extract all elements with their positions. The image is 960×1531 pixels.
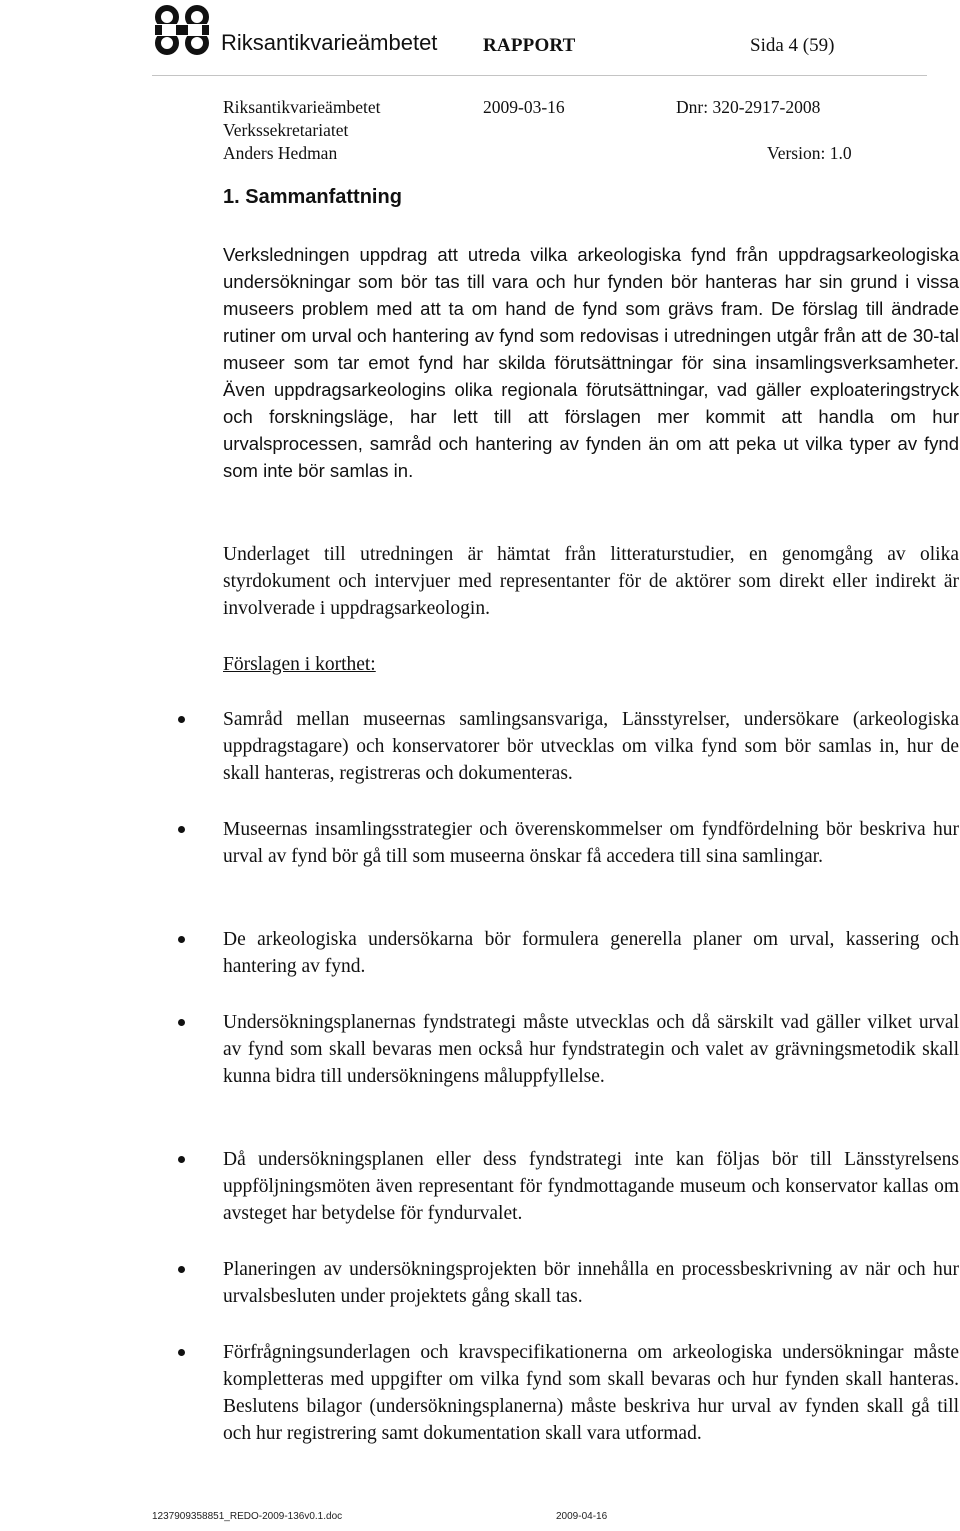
organization-name: Riksantikvarieämbetet — [221, 30, 438, 55]
list-item: Planeringen av undersökningsprojekten bör innehålla en processbeskrivning av när och hur urvalsbesluten under projektets gång skall tas. — [223, 1256, 959, 1310]
proposals-subheading: Förslagen i korthet: — [223, 654, 376, 675]
list-item: Förfrågningsunderlagen och kravspecifikationerna om arkeologiska undersökningar måste kompletteras med uppgifter om vilka fynd som skall bevaras och hur fynden skall hanteras. Beslutens bilagor (undersökningsplanerna) måste beskriva hur urval av fynden skall gå till och hur registrering samt dokumentation skall vara utformad. — [223, 1339, 959, 1447]
footer-date: 2009-04-16 — [556, 1511, 608, 1522]
list-item: Museernas insamlingsstrategier och överenskommelser om fyndfördelning bör beskriva hur urval av fynd bör gå till som museerna önskar få accedera till sina samlingar. — [223, 816, 959, 870]
meta-department: Verkssekretariatet — [223, 120, 349, 140]
meta-organization: Riksantikvarieämbetet — [223, 97, 381, 117]
meta-date: 2009-03-16 — [483, 97, 565, 117]
meta-author: Anders Hedman — [223, 143, 338, 163]
meta-dnr: Dnr: 320-2917-2008 — [676, 97, 821, 117]
meta-version: Version: 1.0 — [767, 143, 852, 163]
footer-filename: 1237909358851_REDO-2009-136v0.1.doc — [152, 1511, 343, 1522]
list-item: Undersökningsplanernas fyndstrategi måste utvecklas och då särskilt vad gäller vilket urval av fynd som skall bevaras men också hur fyndstrategin och valet av grävningsmetodik skall kunna bidra till undersökningens måluppfyllelse. — [223, 1009, 959, 1090]
list-item: Då undersökningsplanen eller dess fyndstrategi inte kan följas bör till Länsstyrelsens uppföljningsmöten även representant för fyndmottagande museum och konservator kallas om avsteget har betydelse för fyndurvalet. — [223, 1146, 959, 1227]
report-label: RAPPORT — [483, 35, 576, 56]
page-number: Sida 4 (59) — [750, 35, 835, 56]
list-item: Samråd mellan museernas samlingsansvariga, Länsstyrelser, undersökare (arkeologiska uppdragstagare) och konservatorer bör utvecklas om vilka fynd som bör samlas in, hur de skall hanteras, registreras och dokumenteras. — [223, 706, 959, 787]
list-item: De arkeologiska undersökarna bör formulera generella planer om urval, kassering och hantering av fynd. — [223, 926, 959, 980]
source-paragraph: Underlaget till utredningen är hämtat från litteraturstudier, en genomgång av olika styrdokument och intervjuer med representanter för de aktörer som direkt eller indirekt är involverade i uppdragsarkeologin. — [223, 544, 959, 619]
section-heading: 1. Sammanfattning — [223, 186, 402, 208]
summary-paragraph: Verksledningen uppdrag att utreda vilka arkeologiska fynd från uppdragsarkeologiska undersökningar som bör tas till vara och hur fynden bör hanteras har sin grund i vissa museers problem med att ta om hand de fynd som grävs fram. De förslag till ändrade rutiner om urval och hantering av fynd som redovisas i utredningen utgår från att de 30-tal museer som tar emot fynd har skilda förutsättningar för sina insamlingsverksamheter. Även uppdragsarkeologins olika regionala förutsättningar, vad gäller exploateringstryck och forskningsläge, har lett till att förslagen mer kommit att handla om hur urvalsprocessen, samråd och hantering av fynden än om att peka ut vilka typer av fynd som inte bör samlas in. — [223, 244, 959, 481]
